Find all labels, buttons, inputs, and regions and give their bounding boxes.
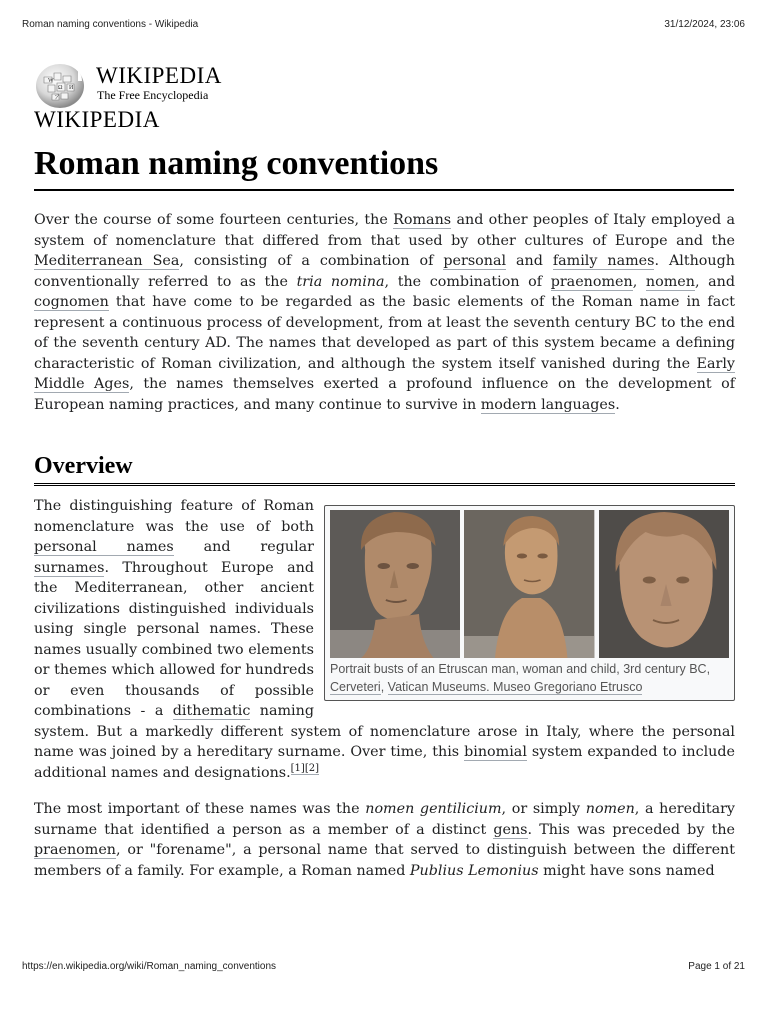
print-footer-url: https://en.wikipedia.org/wiki/Roman_naming_conventions <box>22 961 277 972</box>
link-cerveteri[interactable]: Cerveteri <box>330 680 381 694</box>
figure-etruscan-busts <box>324 505 735 701</box>
link-personal[interactable]: personal <box>443 253 507 269</box>
svg-text:ア: ア <box>54 95 61 101</box>
link-surnames[interactable]: surnames <box>34 559 105 576</box>
reference-2[interactable]: [2] <box>304 762 319 774</box>
link-vatican-museums[interactable]: Vatican Museums. Museo Gregoriano Etrusco <box>387 680 643 694</box>
link-praenomen[interactable]: praenomen <box>550 273 633 290</box>
link-binomial[interactable]: binomial <box>464 744 527 760</box>
wikipedia-wordmark[interactable]: WIKIPEDIA <box>96 63 222 88</box>
link-mediterranean-sea[interactable]: Mediterranean Sea <box>34 253 180 269</box>
link-cognomen[interactable]: cognomen <box>34 294 109 310</box>
svg-text:W: W <box>48 78 54 84</box>
wikipedia-wordmark-large[interactable]: WIKIPEDIA <box>34 107 160 132</box>
wikipedia-globe-icon[interactable] <box>34 63 86 109</box>
figure-caption: Portrait busts of an Etruscan man, woman and child, 3rd century BC, Cerveteri, Vatican Museums. Museo Gregoriano Etrusco <box>330 662 711 694</box>
svg-text:И: И <box>69 85 74 91</box>
page-title: Roman naming conventions <box>34 143 734 191</box>
link-dithematic[interactable]: dithematic <box>172 703 251 719</box>
link-romans[interactable]: Romans <box>393 212 452 228</box>
link-gens[interactable]: gens <box>493 821 528 838</box>
bust-man-image[interactable] <box>330 510 460 658</box>
reference-1[interactable]: [1] <box>290 762 305 774</box>
link-early-middle-ages[interactable]: Early Middle Ages <box>34 355 735 392</box>
print-header-title: Roman naming conventions - Wikipedia <box>22 19 199 30</box>
print-footer-page: Page 1 of 21 <box>688 961 745 972</box>
link-nomen[interactable]: nomen <box>645 273 695 290</box>
link-family-names[interactable]: family names <box>552 253 655 269</box>
svg-text:Ω: Ω <box>58 85 63 91</box>
print-header-datetime: 31/12/2024, 23:06 <box>664 19 745 30</box>
section-heading-overview: Overview <box>34 451 735 486</box>
wikipedia-tagline: The Free Encyclopedia <box>97 88 209 102</box>
link-personal-names[interactable]: personal names <box>34 539 174 555</box>
link-praenomen-2[interactable]: praenomen <box>34 842 117 858</box>
overview-paragraph-1: The distinguishing feature of Roman nomenclature was the use of both personal names and regular surnames. Throughout Europe and the Mediterranean, other ancient civilizations distinguished individuals using single personal names. These names usually combined two elements or themes which allowed for hundreds or even thousands of possible combinations - a dithematic naming system. But a markedly different system of nomenclature arose in Italy, where the personal name was joined by a hereditary surname. Over time, this binomial system expanded to include additional names and designations.[1][2] <box>34 498 735 781</box>
overview-paragraph-2: The most important of these names was the nomen gentilicium, or simply nomen, a hereditary surname that identified a person as a member of a distinct gens. This was preceded by the praenomen, or "forename", a personal name that served to distinguish between the different members of a family. For example, a Roman named Publius Lemonius might have sons named <box>34 801 735 879</box>
intro-paragraph: Over the course of some fourteen centuries, the Romans and other peoples of Italy employed a system of nomenclature that differed from that used by other cultures of Europe and the Mediterranean Sea, consisting of a combination of personal and family names. Although conventionally referred to as the tria nomina, the combination of praenomen, nomen, and cognomen that have come to be regarded as the basic elements of the Roman name in fact represent a continuous process of development, from at least the seventh century BC to the end of the seventh century AD. The names that developed as part of this system became a defining characteristic of Roman civilization, and although the system itself vanished during the Early Middle Ages, the names themselves exerted a profound influence on the development of European naming practices, and many continue to survive in modern languages. <box>34 212 735 413</box>
bust-woman-image[interactable] <box>464 510 594 658</box>
link-modern-languages[interactable]: modern languages <box>480 396 616 413</box>
overview-section <box>34 496 735 881</box>
bust-child-image[interactable] <box>599 510 729 658</box>
